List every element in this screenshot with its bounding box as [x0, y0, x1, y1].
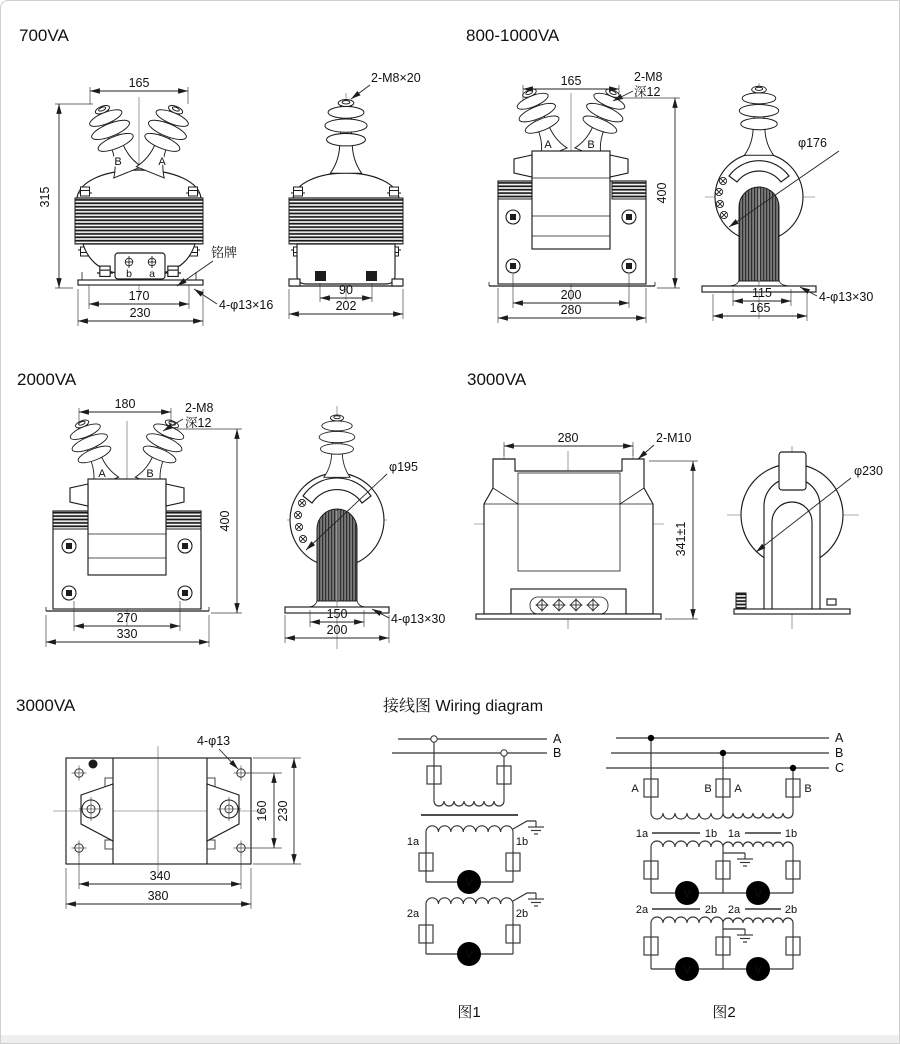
dia-label: φ176 [798, 136, 827, 150]
dim-text: 200 [326, 623, 348, 637]
dim-text: 115 [752, 286, 772, 300]
holes-label: 4-φ13×30 [819, 290, 874, 304]
dia-label: φ195 [389, 460, 418, 474]
bushing-label-left: A [98, 468, 106, 480]
callout-800-stud [613, 70, 663, 101]
secondary-winding [651, 917, 723, 923]
voltmeter-label: V [465, 877, 473, 889]
wiring-figure-1 [392, 732, 562, 1021]
winding-terminal: 1b [515, 836, 529, 848]
secondary-winding [426, 898, 513, 904]
fuse-icon [786, 779, 800, 797]
stud-depth-label: 深12 [185, 416, 212, 430]
page-edge [1, 1035, 899, 1044]
view-2000-side [285, 406, 445, 649]
figure-caption: 图2 [712, 1004, 736, 1021]
bushing-label-left: A [544, 139, 552, 151]
secondary-winding [651, 841, 723, 847]
section-800-1000va [466, 26, 873, 323]
winding-terminal: 1a [727, 828, 741, 840]
stud-label: 2-M8×20 [371, 71, 421, 85]
winding-terminal: 2a [635, 904, 649, 916]
callout-2000-stud [163, 401, 214, 431]
dim-text: 400 [655, 182, 669, 204]
view-800-front [489, 70, 680, 323]
dimension-2000-top [79, 397, 171, 425]
section-2000va [17, 370, 445, 649]
dim-text: 230 [129, 306, 151, 320]
insulator-icon [319, 415, 355, 477]
section-wiring [383, 697, 844, 1021]
fuse-label: B [804, 783, 812, 795]
bushing-label-right: B [587, 139, 595, 151]
section-3000va [467, 370, 883, 629]
dim-text: 280 [557, 431, 579, 445]
stud-label: 2-M8 [634, 70, 663, 84]
dim-text: 165 [128, 76, 150, 90]
winding-terminal: 2b [515, 908, 529, 920]
stud-label: 2-M10 [656, 431, 692, 445]
callout-700-holes [194, 289, 273, 312]
voltmeter-label: V [754, 964, 762, 976]
voltmeter-label: V [683, 964, 691, 976]
primary-winding [723, 813, 793, 818]
secondary-winding [723, 918, 793, 923]
dim-text: 165 [560, 74, 582, 88]
section-3000va-top [16, 696, 301, 909]
voltmeter-label: V [465, 949, 473, 961]
primary-winding [651, 813, 723, 819]
callout-700-stud [351, 71, 421, 99]
fuse-icon [497, 766, 511, 784]
fuse-icon [419, 853, 433, 871]
dim-text: 340 [149, 869, 171, 883]
insulator-icon [739, 86, 778, 155]
dim-text: 180 [114, 397, 136, 411]
winding-terminal: 2b [704, 904, 718, 916]
bushing-label-right: B [146, 468, 154, 480]
primary-winding [434, 801, 504, 806]
callout-3000-stud [638, 431, 691, 459]
ground-icon [528, 893, 544, 906]
dim-text: 341±1 [674, 521, 688, 557]
fuse-icon [419, 925, 433, 943]
section-700va [19, 26, 421, 326]
dim-text: 315 [38, 186, 52, 208]
insulator-icon [63, 414, 123, 489]
dim-text: 165 [749, 301, 771, 315]
wiring-title: 接线图 Wiring diagram [383, 698, 544, 715]
view-3000-front [474, 431, 698, 629]
bus-label: C [835, 761, 845, 775]
dim-text: 230 [276, 800, 290, 822]
wiring-figure-2 [606, 731, 844, 1021]
ground-icon [737, 853, 753, 866]
bushing-label-left: B [114, 156, 122, 168]
view-2000-front [46, 397, 242, 647]
section-title: 800-1000VA [466, 26, 560, 45]
winding-terminal: 1b [704, 828, 718, 840]
dim-text: 280 [560, 303, 582, 317]
winding-terminal: 2a [727, 904, 741, 916]
fuse-icon [786, 937, 800, 955]
dim-text: 200 [560, 288, 582, 302]
view-800-side [702, 83, 873, 321]
ground-icon [737, 929, 753, 942]
bus-label: B [835, 746, 844, 760]
section-title: 3000VA [16, 696, 76, 715]
fuse-icon [506, 925, 520, 943]
dim-text: 380 [147, 889, 169, 903]
fuse-icon [644, 861, 658, 879]
bushing-label-right: A [158, 156, 166, 168]
section-title: 3000VA [467, 370, 527, 389]
winding-terminal: 2b [784, 904, 798, 916]
fuse-icon [716, 937, 730, 955]
view-3000-top [53, 734, 301, 909]
insulator-icon [510, 83, 572, 161]
stud-depth-label: 深12 [634, 85, 661, 99]
dim-text: 330 [116, 627, 138, 641]
bus-label: A [835, 731, 844, 745]
secondary-winding [426, 826, 513, 832]
dim-text: 160 [255, 800, 269, 822]
view-3000-side [727, 446, 883, 629]
fuse-icon [786, 861, 800, 879]
winding-terminal: 1b [784, 828, 798, 840]
figure-caption: 图1 [457, 1004, 481, 1021]
dia-label: φ230 [854, 464, 883, 478]
winding-terminal: 1a [635, 828, 649, 840]
dim-text: 270 [116, 611, 138, 625]
insulator-icon [131, 414, 191, 489]
voltmeter-label: V [683, 888, 691, 900]
fuse-icon [427, 766, 441, 784]
dim-text: 400 [218, 510, 232, 532]
dimension-3000-top [504, 431, 633, 456]
holes-label: 4-φ13×30 [391, 612, 446, 626]
bus-label: A [553, 732, 562, 746]
dimension-3000-height [649, 461, 698, 619]
fuse-label: A [631, 783, 639, 795]
fuse-icon [716, 861, 730, 879]
dim-text: 202 [335, 299, 357, 313]
dim-text: 90 [339, 283, 353, 297]
fuse-icon [716, 779, 730, 797]
winding-terminal: 1a [406, 836, 420, 848]
section-title: 2000VA [17, 370, 77, 389]
fuse-label: A [734, 783, 742, 795]
terminal-label-b: b [126, 268, 132, 280]
fuse-icon [644, 779, 658, 797]
nameplate-label: 铭牌 [211, 245, 238, 260]
bus-label: B [553, 746, 562, 760]
winding-terminal: 2a [406, 908, 420, 920]
secondary-winding [723, 842, 793, 847]
section-title: 700VA [19, 26, 69, 45]
drawing-canvas [1, 1, 900, 1044]
ground-icon [528, 821, 544, 834]
holes-label: 4-φ13×16 [219, 298, 274, 312]
fuse-icon [644, 937, 658, 955]
holes-label: 4-φ13 [197, 734, 231, 748]
insulator-icon [570, 83, 632, 161]
view-700-side [289, 71, 421, 319]
view-700-front [38, 76, 273, 326]
stud-label: 2-M8 [185, 401, 214, 415]
dim-text: 150 [326, 607, 348, 621]
fuse-icon [506, 853, 520, 871]
dim-text: 170 [128, 289, 150, 303]
voltmeter-label: V [754, 888, 762, 900]
terminal-label-a: a [149, 268, 155, 280]
fuse-label: B [704, 783, 712, 795]
insulator-icon [325, 100, 367, 174]
